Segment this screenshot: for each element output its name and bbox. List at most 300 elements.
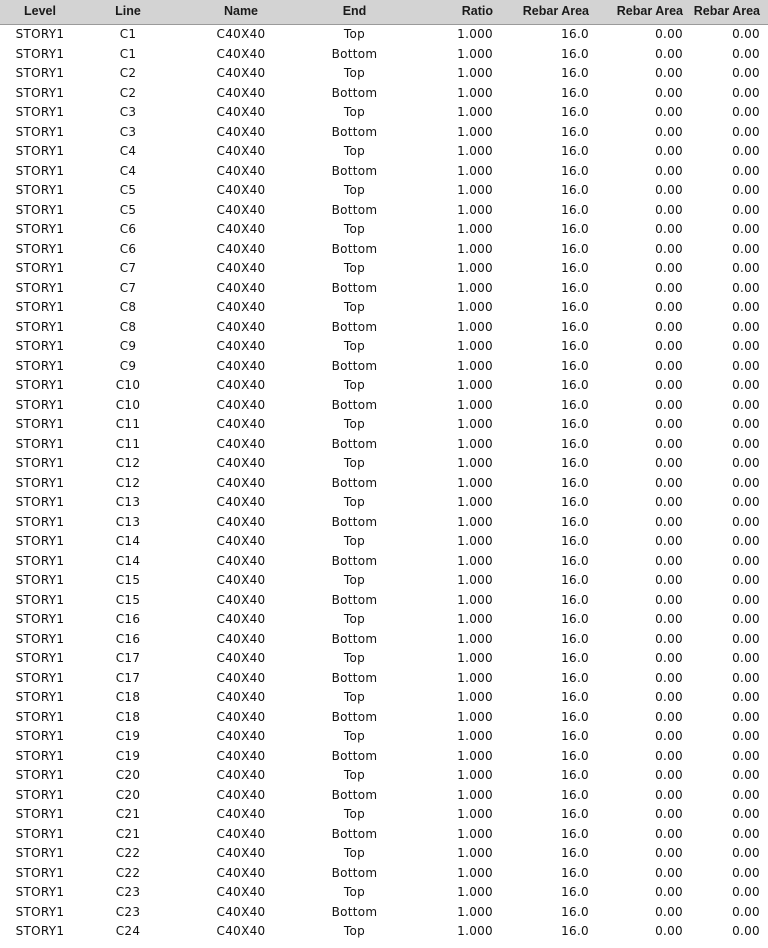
- shear33-rebar-area-cell: 0.00: [732, 709, 760, 724]
- story-level-cell: STORY1: [15, 144, 65, 158]
- shear22-rebar-area-cell: 0.00: [655, 241, 683, 256]
- table-row: [0, 123, 768, 143]
- section-name-cell: C40X40: [216, 358, 266, 373]
- table-row: [0, 513, 768, 533]
- section-name-cell: C40X40: [216, 865, 266, 880]
- section-name-cell: C40X40: [216, 378, 266, 392]
- story-level-cell: STORY1: [15, 85, 65, 100]
- flexural-rebar-area-cell: 16.0: [561, 222, 589, 236]
- column-end-cell: Top: [343, 534, 366, 548]
- column-end-cell: Top: [343, 495, 366, 509]
- section-name-cell: C40X40: [216, 85, 266, 100]
- flexural-rebar-area-cell: 16.0: [561, 202, 589, 217]
- shear22-rebar-area-cell: 0.00: [655, 202, 683, 217]
- shear22-rebar-area-cell: 0.00: [655, 787, 683, 802]
- pmm-ratio-cell: 1.000: [457, 514, 493, 529]
- story-level-cell: STORY1: [15, 573, 65, 587]
- column-end-cell: Top: [343, 300, 366, 314]
- column-line-cell: C2: [119, 66, 137, 80]
- column-line-cell: C13: [115, 495, 141, 509]
- shear22-rebar-area-cell: 0.00: [655, 768, 683, 782]
- section-name-cell: C40X40: [216, 592, 266, 607]
- shear22-rebar-area-cell: 0.00: [655, 163, 683, 178]
- story-level-cell: STORY1: [15, 768, 65, 782]
- shear22-rebar-area-cell: 0.00: [655, 66, 683, 80]
- section-name-cell: C40X40: [216, 319, 266, 334]
- story-level-cell: STORY1: [15, 631, 65, 646]
- section-name-cell: C40X40: [216, 280, 266, 295]
- pmm-ratio-cell: 1.000: [457, 397, 493, 412]
- section-name-cell: C40X40: [216, 475, 266, 490]
- column-line-cell: C7: [119, 261, 137, 275]
- flexural-rebar-area-cell: 16.0: [561, 417, 589, 431]
- flexural-rebar-area-cell: 16.0: [561, 495, 589, 509]
- shear33-rebar-area-cell: 0.00: [732, 553, 760, 568]
- column-end-cell: Bottom: [331, 553, 378, 568]
- shear33-rebar-area-cell: 0.00: [732, 436, 760, 451]
- section-name-cell: C40X40: [216, 46, 266, 61]
- shear33-rebar-area-cell: 0.00: [732, 885, 760, 899]
- header-column-end: End: [342, 4, 367, 18]
- table-row: [0, 454, 768, 474]
- table-row: [0, 220, 768, 240]
- section-name-cell: C40X40: [216, 202, 266, 217]
- story-level-cell: STORY1: [15, 865, 65, 880]
- header-pmm-ratio: Ratio: [461, 4, 493, 18]
- flexural-rebar-area-cell: 16.0: [561, 436, 589, 451]
- story-level-cell: STORY1: [15, 709, 65, 724]
- shear33-rebar-area-cell: 0.00: [732, 144, 760, 158]
- shear33-rebar-area-cell: 0.00: [732, 748, 760, 763]
- column-line-cell: C22: [115, 865, 141, 880]
- section-name-cell: C40X40: [216, 670, 266, 685]
- table-row: [0, 688, 768, 708]
- shear33-rebar-area-cell: 0.00: [732, 417, 760, 431]
- shear22-rebar-area-cell: 0.00: [655, 553, 683, 568]
- table-row: [0, 727, 768, 747]
- flexural-rebar-area-cell: 16.0: [561, 768, 589, 782]
- column-line-cell: C21: [115, 807, 141, 821]
- column-end-cell: Top: [343, 66, 366, 80]
- shear22-rebar-area-cell: 0.00: [655, 885, 683, 899]
- flexural-rebar-area-cell: 16.0: [561, 690, 589, 704]
- section-name-cell: C40X40: [216, 748, 266, 763]
- table-row: [0, 844, 768, 864]
- flexural-rebar-area-cell: 16.0: [561, 846, 589, 860]
- shear22-rebar-area-cell: 0.00: [655, 729, 683, 743]
- column-end-cell: Top: [343, 339, 366, 353]
- column-end-cell: Bottom: [331, 592, 378, 607]
- shear33-rebar-area-cell: 0.00: [732, 222, 760, 236]
- shear33-rebar-area-cell: 0.00: [732, 27, 760, 41]
- story-level-cell: STORY1: [15, 358, 65, 373]
- section-name-cell: C40X40: [216, 787, 266, 802]
- flexural-rebar-area-cell: 16.0: [561, 261, 589, 275]
- column-line-cell: C4: [119, 144, 137, 158]
- section-name-cell: C40X40: [216, 553, 266, 568]
- column-end-cell: Top: [343, 807, 366, 821]
- section-name-cell: C40X40: [216, 826, 266, 841]
- pmm-ratio-cell: 1.000: [457, 27, 493, 41]
- shear33-rebar-area-cell: 0.00: [732, 202, 760, 217]
- pmm-ratio-cell: 1.000: [457, 495, 493, 509]
- shear22-rebar-area-cell: 0.00: [655, 670, 683, 685]
- section-name-cell: C40X40: [216, 612, 266, 626]
- shear33-rebar-area-cell: 0.00: [732, 319, 760, 334]
- table-row: [0, 435, 768, 455]
- flexural-rebar-area-cell: 16.0: [561, 748, 589, 763]
- section-name-cell: C40X40: [216, 709, 266, 724]
- shear33-rebar-area-cell: 0.00: [732, 475, 760, 490]
- flexural-rebar-area-cell: 16.0: [561, 709, 589, 724]
- story-level-cell: STORY1: [15, 592, 65, 607]
- pmm-ratio-cell: 1.000: [457, 690, 493, 704]
- shear22-rebar-area-cell: 0.00: [655, 690, 683, 704]
- column-line-cell: C6: [119, 222, 137, 236]
- header-column-line: Line: [115, 4, 141, 18]
- shear33-rebar-area-cell: 0.00: [732, 339, 760, 353]
- pmm-ratio-cell: 1.000: [457, 202, 493, 217]
- shear22-rebar-area-cell: 0.00: [655, 534, 683, 548]
- story-level-cell: STORY1: [15, 670, 65, 685]
- shear22-rebar-area-cell: 0.00: [655, 105, 683, 119]
- pmm-ratio-cell: 1.000: [457, 748, 493, 763]
- shear22-rebar-area-cell: 0.00: [655, 261, 683, 275]
- shear33-rebar-area-cell: 0.00: [732, 514, 760, 529]
- shear22-rebar-area-cell: 0.00: [655, 865, 683, 880]
- story-level-cell: STORY1: [15, 748, 65, 763]
- column-end-cell: Bottom: [331, 124, 378, 139]
- pmm-ratio-cell: 1.000: [457, 787, 493, 802]
- column-end-cell: Top: [343, 144, 366, 158]
- shear33-rebar-area-cell: 0.00: [732, 631, 760, 646]
- column-end-cell: Bottom: [331, 46, 378, 61]
- shear22-rebar-area-cell: 0.00: [655, 475, 683, 490]
- column-end-cell: Bottom: [331, 631, 378, 646]
- column-end-cell: Top: [343, 651, 366, 665]
- shear33-rebar-area-cell: 0.00: [732, 105, 760, 119]
- flexural-rebar-area-cell: 16.0: [561, 924, 589, 938]
- pmm-ratio-cell: 1.000: [457, 904, 493, 919]
- pmm-ratio-cell: 1.000: [457, 319, 493, 334]
- column-line-cell: C12: [115, 456, 141, 470]
- story-level-cell: STORY1: [15, 241, 65, 256]
- section-name-cell: C40X40: [216, 495, 266, 509]
- column-end-cell: Top: [343, 105, 366, 119]
- shear22-rebar-area-cell: 0.00: [655, 222, 683, 236]
- column-end-cell: Bottom: [331, 514, 378, 529]
- shear22-rebar-area-cell: 0.00: [655, 612, 683, 626]
- story-level-cell: STORY1: [15, 924, 65, 938]
- section-name-cell: C40X40: [216, 651, 266, 665]
- pmm-ratio-cell: 1.000: [457, 144, 493, 158]
- shear22-rebar-area-cell: 0.00: [655, 631, 683, 646]
- section-name-cell: C40X40: [216, 690, 266, 704]
- header-flexural-rebar-area: Rebar Area: [522, 4, 589, 18]
- pmm-ratio-cell: 1.000: [457, 66, 493, 80]
- story-level-cell: STORY1: [15, 261, 65, 275]
- section-name-cell: C40X40: [216, 144, 266, 158]
- shear33-rebar-area-cell: 0.00: [732, 280, 760, 295]
- column-end-cell: Top: [343, 612, 366, 626]
- section-name-cell: C40X40: [216, 124, 266, 139]
- story-level-cell: STORY1: [15, 534, 65, 548]
- column-line-cell: C16: [115, 631, 141, 646]
- story-level-cell: STORY1: [15, 826, 65, 841]
- column-line-cell: C18: [115, 690, 141, 704]
- shear22-rebar-area-cell: 0.00: [655, 573, 683, 587]
- table-row: [0, 708, 768, 728]
- table-row: [0, 571, 768, 591]
- column-end-cell: Bottom: [331, 85, 378, 100]
- story-level-cell: STORY1: [15, 885, 65, 899]
- story-level-cell: STORY1: [15, 46, 65, 61]
- column-line-cell: C17: [115, 670, 141, 685]
- pmm-ratio-cell: 1.000: [457, 222, 493, 236]
- column-line-cell: C12: [115, 475, 141, 490]
- column-end-cell: Bottom: [331, 709, 378, 724]
- shear33-rebar-area-cell: 0.00: [732, 85, 760, 100]
- column-line-cell: C18: [115, 709, 141, 724]
- table-row: [0, 45, 768, 65]
- column-end-cell: Bottom: [331, 670, 378, 685]
- pmm-ratio-cell: 1.000: [457, 651, 493, 665]
- section-name-cell: C40X40: [216, 573, 266, 587]
- story-level-cell: STORY1: [15, 417, 65, 431]
- section-name-cell: C40X40: [216, 27, 266, 41]
- flexural-rebar-area-cell: 16.0: [561, 183, 589, 197]
- story-level-cell: STORY1: [15, 183, 65, 197]
- shear33-rebar-area-cell: 0.00: [732, 787, 760, 802]
- table-row: [0, 396, 768, 416]
- pmm-ratio-cell: 1.000: [457, 241, 493, 256]
- column-line-cell: C15: [115, 592, 141, 607]
- column-end-cell: Bottom: [331, 280, 378, 295]
- table-row: [0, 259, 768, 279]
- column-end-cell: Top: [343, 417, 366, 431]
- shear33-rebar-area-cell: 0.00: [732, 846, 760, 860]
- column-line-cell: C22: [115, 846, 141, 860]
- pmm-ratio-cell: 1.000: [457, 46, 493, 61]
- story-level-cell: STORY1: [15, 846, 65, 860]
- shear22-rebar-area-cell: 0.00: [655, 358, 683, 373]
- pmm-ratio-cell: 1.000: [457, 417, 493, 431]
- column-end-cell: Bottom: [331, 475, 378, 490]
- section-name-cell: C40X40: [216, 397, 266, 412]
- flexural-rebar-area-cell: 16.0: [561, 319, 589, 334]
- pmm-ratio-cell: 1.000: [457, 436, 493, 451]
- shear22-rebar-area-cell: 0.00: [655, 514, 683, 529]
- shear33-rebar-area-cell: 0.00: [732, 573, 760, 587]
- column-end-cell: Bottom: [331, 397, 378, 412]
- pmm-ratio-cell: 1.000: [457, 885, 493, 899]
- column-end-cell: Bottom: [331, 241, 378, 256]
- table-row: [0, 25, 768, 45]
- column-line-cell: C4: [119, 163, 137, 178]
- pmm-ratio-cell: 1.000: [457, 826, 493, 841]
- story-level-cell: STORY1: [15, 787, 65, 802]
- column-line-cell: C7: [119, 280, 137, 295]
- header-row-bottom: [0, 0, 768, 25]
- shear22-rebar-area-cell: 0.00: [655, 124, 683, 139]
- shear33-rebar-area-cell: 0.00: [732, 865, 760, 880]
- flexural-rebar-area-cell: 16.0: [561, 456, 589, 470]
- shear33-rebar-area-cell: 0.00: [732, 163, 760, 178]
- section-name-cell: C40X40: [216, 456, 266, 470]
- section-name-cell: C40X40: [216, 904, 266, 919]
- table-row: [0, 201, 768, 221]
- shear22-rebar-area-cell: 0.00: [655, 397, 683, 412]
- column-end-cell: Bottom: [331, 202, 378, 217]
- flexural-rebar-area-cell: 16.0: [561, 144, 589, 158]
- flexural-rebar-area-cell: 16.0: [561, 85, 589, 100]
- pmm-ratio-cell: 1.000: [457, 339, 493, 353]
- column-line-cell: C21: [115, 826, 141, 841]
- story-level-cell: STORY1: [15, 105, 65, 119]
- shear33-rebar-area-cell: 0.00: [732, 66, 760, 80]
- flexural-rebar-area-cell: 16.0: [561, 553, 589, 568]
- shear22-rebar-area-cell: 0.00: [655, 748, 683, 763]
- shear22-rebar-area-cell: 0.00: [655, 183, 683, 197]
- section-name-cell: C40X40: [216, 534, 266, 548]
- table-row: [0, 103, 768, 123]
- column-end-cell: Top: [343, 885, 366, 899]
- header-shear33-rebar-area: Rebar Area: [693, 4, 760, 18]
- pmm-ratio-cell: 1.000: [457, 729, 493, 743]
- column-end-cell: Bottom: [331, 865, 378, 880]
- flexural-rebar-area-cell: 16.0: [561, 592, 589, 607]
- shear33-rebar-area-cell: 0.00: [732, 261, 760, 275]
- table-row: [0, 415, 768, 435]
- flexural-rebar-area-cell: 16.0: [561, 300, 589, 314]
- flexural-rebar-area-cell: 16.0: [561, 612, 589, 626]
- flexural-rebar-area-cell: 16.0: [561, 124, 589, 139]
- story-level-cell: STORY1: [15, 319, 65, 334]
- shear22-rebar-area-cell: 0.00: [655, 144, 683, 158]
- column-end-cell: Bottom: [331, 436, 378, 451]
- story-level-cell: STORY1: [15, 163, 65, 178]
- shear33-rebar-area-cell: 0.00: [732, 378, 760, 392]
- table-row: [0, 142, 768, 162]
- table-row: [0, 903, 768, 923]
- table-row: [0, 805, 768, 825]
- column-line-cell: C20: [115, 768, 141, 782]
- flexural-rebar-area-cell: 16.0: [561, 904, 589, 919]
- pmm-ratio-cell: 1.000: [457, 124, 493, 139]
- story-level-cell: STORY1: [15, 378, 65, 392]
- flexural-rebar-area-cell: 16.0: [561, 631, 589, 646]
- story-level-cell: STORY1: [15, 456, 65, 470]
- table-row: [0, 669, 768, 689]
- shear22-rebar-area-cell: 0.00: [655, 456, 683, 470]
- shear22-rebar-area-cell: 0.00: [655, 826, 683, 841]
- shear33-rebar-area-cell: 0.00: [732, 534, 760, 548]
- shear33-rebar-area-cell: 0.00: [732, 358, 760, 373]
- column-line-cell: C14: [115, 553, 141, 568]
- section-name-cell: C40X40: [216, 924, 266, 938]
- table-row: [0, 630, 768, 650]
- story-level-cell: STORY1: [15, 514, 65, 529]
- column-end-cell: Top: [343, 378, 366, 392]
- column-line-cell: C17: [115, 651, 141, 665]
- shear33-rebar-area-cell: 0.00: [732, 826, 760, 841]
- shear33-rebar-area-cell: 0.00: [732, 124, 760, 139]
- column-line-cell: C20: [115, 787, 141, 802]
- story-level-cell: STORY1: [15, 612, 65, 626]
- column-line-cell: C9: [119, 339, 137, 353]
- shear22-rebar-area-cell: 0.00: [655, 709, 683, 724]
- pmm-ratio-cell: 1.000: [457, 924, 493, 938]
- shear22-rebar-area-cell: 0.00: [655, 495, 683, 509]
- column-line-cell: C2: [119, 85, 137, 100]
- table-row: [0, 181, 768, 201]
- column-end-cell: Bottom: [331, 826, 378, 841]
- flexural-rebar-area-cell: 16.0: [561, 865, 589, 880]
- pmm-ratio-cell: 1.000: [457, 300, 493, 314]
- flexural-rebar-area-cell: 16.0: [561, 280, 589, 295]
- section-name-cell: C40X40: [216, 300, 266, 314]
- shear22-rebar-area-cell: 0.00: [655, 46, 683, 61]
- column-end-cell: Top: [343, 690, 366, 704]
- section-name-cell: C40X40: [216, 885, 266, 899]
- table-row: [0, 825, 768, 845]
- section-name-cell: C40X40: [216, 183, 266, 197]
- story-level-cell: STORY1: [15, 436, 65, 451]
- flexural-rebar-area-cell: 16.0: [561, 651, 589, 665]
- flexural-rebar-area-cell: 16.0: [561, 807, 589, 821]
- column-line-cell: C13: [115, 514, 141, 529]
- column-line-cell: C16: [115, 612, 141, 626]
- shear22-rebar-area-cell: 0.00: [655, 339, 683, 353]
- story-level-cell: STORY1: [15, 27, 65, 41]
- flexural-rebar-area-cell: 16.0: [561, 46, 589, 61]
- column-end-cell: Top: [343, 924, 366, 938]
- pmm-ratio-cell: 1.000: [457, 553, 493, 568]
- flexural-rebar-area-cell: 16.0: [561, 534, 589, 548]
- section-name-cell: C40X40: [216, 261, 266, 275]
- shear33-rebar-area-cell: 0.00: [732, 495, 760, 509]
- shear33-rebar-area-cell: 0.00: [732, 690, 760, 704]
- section-name-cell: C40X40: [216, 807, 266, 821]
- section-name-cell: C40X40: [216, 163, 266, 178]
- pmm-ratio-cell: 1.000: [457, 612, 493, 626]
- column-end-cell: Bottom: [331, 358, 378, 373]
- column-line-cell: C6: [119, 241, 137, 256]
- table-row: [0, 883, 768, 903]
- section-name-cell: C40X40: [216, 241, 266, 256]
- story-level-cell: STORY1: [15, 202, 65, 217]
- table-row: [0, 376, 768, 396]
- shear22-rebar-area-cell: 0.00: [655, 846, 683, 860]
- pmm-ratio-cell: 1.000: [457, 163, 493, 178]
- flexural-rebar-area-cell: 16.0: [561, 66, 589, 80]
- table-row: [0, 318, 768, 338]
- story-level-cell: STORY1: [15, 495, 65, 509]
- pmm-ratio-cell: 1.000: [457, 456, 493, 470]
- table-row: [0, 922, 768, 942]
- pmm-ratio-cell: 1.000: [457, 709, 493, 724]
- table-row: [0, 474, 768, 494]
- column-end-cell: Top: [343, 27, 366, 41]
- table-row: [0, 337, 768, 357]
- story-level-cell: STORY1: [15, 280, 65, 295]
- flexural-rebar-area-cell: 16.0: [561, 378, 589, 392]
- pmm-ratio-cell: 1.000: [457, 846, 493, 860]
- column-line-cell: C5: [119, 183, 137, 197]
- table-row: [0, 747, 768, 767]
- pmm-ratio-cell: 1.000: [457, 670, 493, 685]
- flexural-rebar-area-cell: 16.0: [561, 397, 589, 412]
